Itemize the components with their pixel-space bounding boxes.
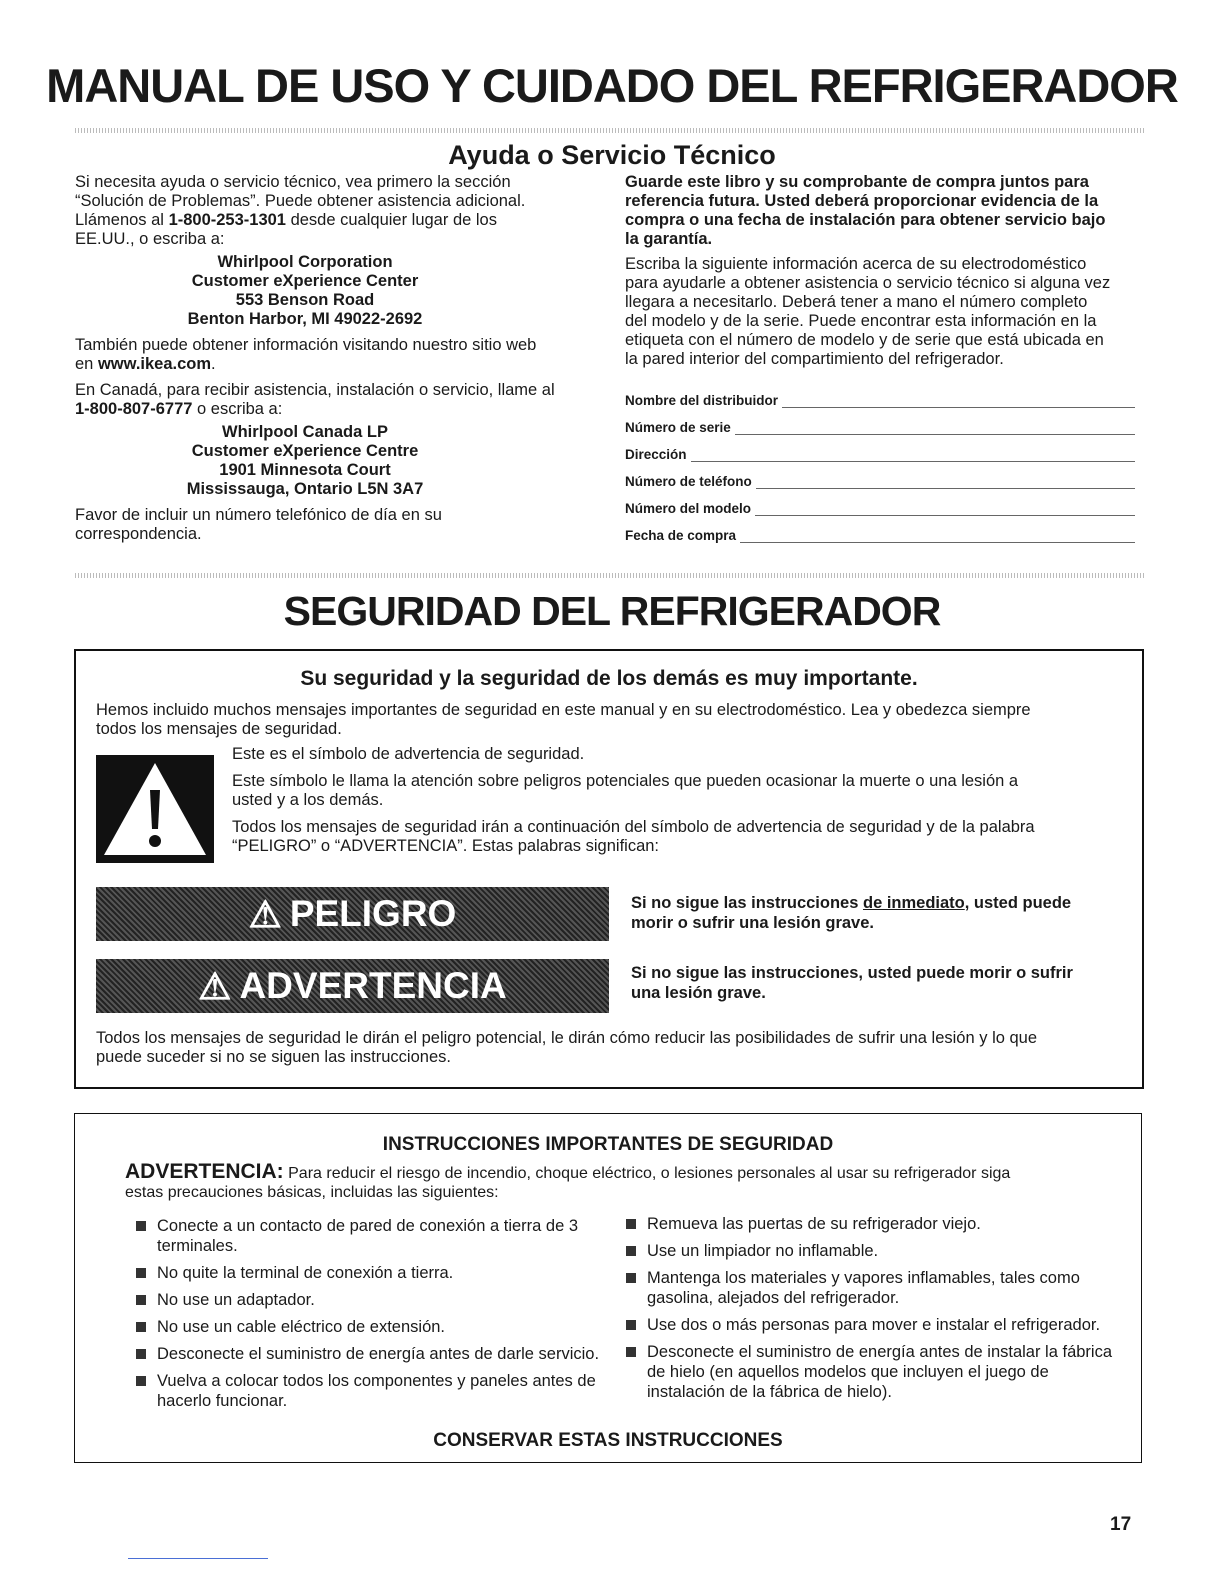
left-bullet-list	[131, 1216, 601, 1418]
ca-address	[75, 423, 535, 499]
form-field-model[interactable]	[625, 501, 1135, 516]
address-line: 553 Benson Road	[235, 291, 375, 309]
instructions-heading: INSTRUCCIONES IMPORTANTES DE SEGURIDAD	[382, 1134, 834, 1155]
phone-us: 1-800-253-1301	[168, 211, 286, 229]
assist-intro-1: Si necesita ayuda o servicio técnico, vea primero la sección	[75, 173, 511, 191]
symbol-text-1: Este es el símbolo de advertencia de seguridad.	[232, 745, 585, 763]
instructions-footer: CONSERVAR ESTAS INSTRUCCIONES	[433, 1430, 783, 1451]
danger-line2: morir o sufrir una lesión grave.	[631, 914, 874, 932]
list-item: No use un cable eléctrico de extensión.	[131, 1317, 601, 1337]
web-url[interactable]: www.ikea.com	[97, 355, 212, 373]
keep-bold-line: la garantía.	[625, 230, 713, 248]
canada-post: o escriba a:	[192, 400, 283, 418]
form-line[interactable]	[740, 531, 1135, 543]
list-item: Desconecte el suministro de energía antes de instalar la fábrica de hielo (en aquellos modelos que incluyen el juego de instalación de la fábrica de hielo).	[621, 1342, 1117, 1402]
warning-text-line: una lesión grave.	[631, 984, 766, 1002]
keep-bold-line: Guarde este libro y su comprobante de compra juntos para	[625, 173, 1089, 191]
form-field-distributor[interactable]	[625, 393, 1135, 408]
form-label: Fecha de compra	[625, 528, 737, 543]
assist-left-column	[75, 173, 595, 544]
form-label: Nombre del distribuidor	[625, 393, 779, 408]
keep-bold-line: referencia futura. Usted deberá proporcionar evidencia de la	[625, 192, 1099, 210]
divider	[75, 128, 1145, 133]
list-item: Use dos o más personas para mover e instalar el refrigerador.	[621, 1315, 1117, 1335]
list-item: Mantenga los materiales y vapores inflamables, tales como gasolina, alejados del refrigerador.	[621, 1268, 1117, 1308]
warning-triangle-icon: ⚠	[198, 965, 232, 1007]
closing-2: correspondencia.	[75, 525, 202, 543]
warn-text-2: estas precauciones básicas, incluidas las siguientes:	[125, 1184, 499, 1201]
keep-text-line: etiqueta con el número de modelo y de serie que está ubicada en	[625, 331, 1104, 349]
instructions-box	[74, 1113, 1142, 1463]
warning-text	[631, 963, 1131, 1003]
form-line[interactable]	[691, 450, 1135, 462]
warning-banner	[96, 959, 609, 1013]
address-line: Customer eXperience Centre	[191, 442, 419, 460]
web-line1: También puede obtener información visitando nuestro sitio web	[75, 336, 537, 354]
assist-right-column	[625, 173, 1145, 369]
symbol-text-3: “PELIGRO” o “ADVERTENCIA”. Estas palabras significan:	[232, 837, 660, 855]
form-line[interactable]	[782, 396, 1135, 408]
keep-text-line: para ayudarle a obtener asistencia o servicio técnico si alguna vez	[625, 274, 1111, 292]
address-line: 1901 Minnesota Court	[219, 461, 391, 479]
danger-label: PELIGRO	[289, 893, 457, 934]
safety-intro-line: Hemos incluido muchos mensajes importantes de seguridad en este manual y en su electrodoméstico. Lea y obedezca siempre	[96, 701, 1031, 719]
keep-text-line: del modelo y de la serie. Puede encontrar esta información en la	[625, 312, 1097, 330]
call-line2: EE.UU., o escriba a:	[75, 230, 225, 248]
address-line: Customer eXperience Center	[191, 272, 419, 290]
phone-ca: 1-800-807-6777	[75, 400, 193, 418]
danger-underline: de inmediato	[862, 894, 965, 912]
warning-symbol	[96, 755, 214, 863]
form-field-phone[interactable]	[625, 474, 1135, 489]
page-number: 17	[1110, 1514, 1132, 1535]
keep-text-line: llegara a necesitarlo. Deberá tener a mano el número completo	[625, 293, 1088, 311]
call-pre: Llámenos al	[75, 211, 169, 229]
warn-word: ADVERTENCIA:	[125, 1160, 284, 1183]
us-address	[75, 253, 535, 329]
safety-box-heading: Su seguridad y la seguridad de los demás es muy importante.	[300, 667, 918, 690]
form-label: Número de serie	[625, 420, 731, 435]
call-post: desde cualquier lugar de los	[286, 211, 497, 229]
list-item: Use un limpiador no inflamable.	[621, 1241, 1117, 1261]
symbol-text-3: Todos los mensajes de seguridad irán a continuación del símbolo de advertencia de seguridad y de la palabra	[232, 818, 1035, 836]
danger-text	[631, 893, 1131, 933]
symbol-text-2: usted y a los demás.	[232, 791, 384, 809]
canada-line1: En Canadá, para recibir asistencia, instalación o servicio, llame al	[75, 381, 555, 399]
warning-label: ADVERTENCIA	[239, 965, 507, 1006]
warn-text-1: Para reducir el riesgo de incendio, choque eléctrico, o lesiones personales al usar su refrigerador siga	[283, 1165, 1011, 1182]
safety-box	[74, 649, 1144, 1089]
divider	[75, 573, 1145, 578]
address-line: Whirlpool Canada LP	[222, 423, 388, 441]
web-post: .	[211, 355, 216, 373]
form-line[interactable]	[735, 423, 1135, 435]
right-bullet-list	[621, 1214, 1117, 1409]
form-field-serial[interactable]	[625, 420, 1135, 435]
assist-intro-2: “Solución de Problemas”. Puede obtener asistencia adicional.	[75, 192, 526, 210]
form-label: Dirección	[625, 447, 687, 462]
list-item: No use un adaptador.	[131, 1290, 601, 1310]
instructions-warning	[125, 1162, 1135, 1202]
safety-intro-line: todos los mensajes de seguridad.	[96, 720, 342, 738]
form-line[interactable]	[756, 477, 1135, 489]
form-field-address[interactable]	[625, 447, 1135, 462]
list-item: Remueva las puertas de su refrigerador viejo.	[621, 1214, 1117, 1234]
form-line[interactable]	[755, 504, 1135, 516]
list-item: Vuelva a colocar todos los componentes y paneles antes de hacerlo funcionar.	[131, 1371, 601, 1411]
closing-1: Favor de incluir un número telefónico de día en su	[75, 506, 442, 524]
form-field-purchase-date[interactable]	[625, 528, 1135, 543]
danger-banner	[96, 887, 609, 941]
keep-text-line: la pared interior del compartimiento del refrigerador.	[625, 350, 1004, 368]
safety-title: SEGURIDAD DEL REFRIGERADOR	[283, 588, 941, 634]
danger-post: , usted puede	[964, 894, 1072, 912]
web-pre: en	[75, 355, 98, 373]
list-item: No quite la terminal de conexión a tierra.	[131, 1263, 601, 1283]
form-label: Número del modelo	[625, 501, 752, 516]
warning-triangle-icon	[96, 755, 214, 863]
address-line: Mississauga, Ontario L5N 3A7	[186, 480, 424, 498]
address-line: Benton Harbor, MI 49022-2692	[187, 310, 423, 328]
keep-bold-line: compra o una fecha de instalación para obtener servicio bajo	[625, 211, 1106, 229]
danger-pre: Si no sigue las instrucciones	[631, 894, 863, 912]
list-item: Desconecte el suministro de energía antes de darle servicio.	[131, 1344, 601, 1364]
warning-triangle-icon: ⚠	[248, 893, 282, 935]
assist-heading: Ayuda o Servicio Técnico	[448, 140, 776, 170]
safety-closing-line: puede suceder si no se siguen las instrucciones.	[96, 1048, 451, 1066]
divider	[128, 1558, 268, 1559]
symbol-text-2: Este símbolo le llama la atención sobre peligros potenciales que pueden ocasionar la muerte o una lesión a	[232, 772, 1019, 790]
form-label: Número de teléfono	[625, 474, 752, 489]
page-title: MANUAL DE USO Y CUIDADO DEL REFRIGERADOR	[46, 59, 1178, 112]
safety-closing-line: Todos los mensajes de seguridad le dirán el peligro potencial, le dirán cómo reducir las posibilidades de sufrir una lesión y lo que	[96, 1029, 1038, 1047]
list-item: Conecte a un contacto de pared de conexión a tierra de 3 terminales.	[131, 1216, 601, 1256]
warning-text-line: Si no sigue las instrucciones, usted puede morir o sufrir	[631, 964, 1073, 982]
address-line: Whirlpool Corporation	[217, 253, 393, 271]
keep-text-line: Escriba la siguiente información acerca de su electrodoméstico	[625, 255, 1087, 273]
